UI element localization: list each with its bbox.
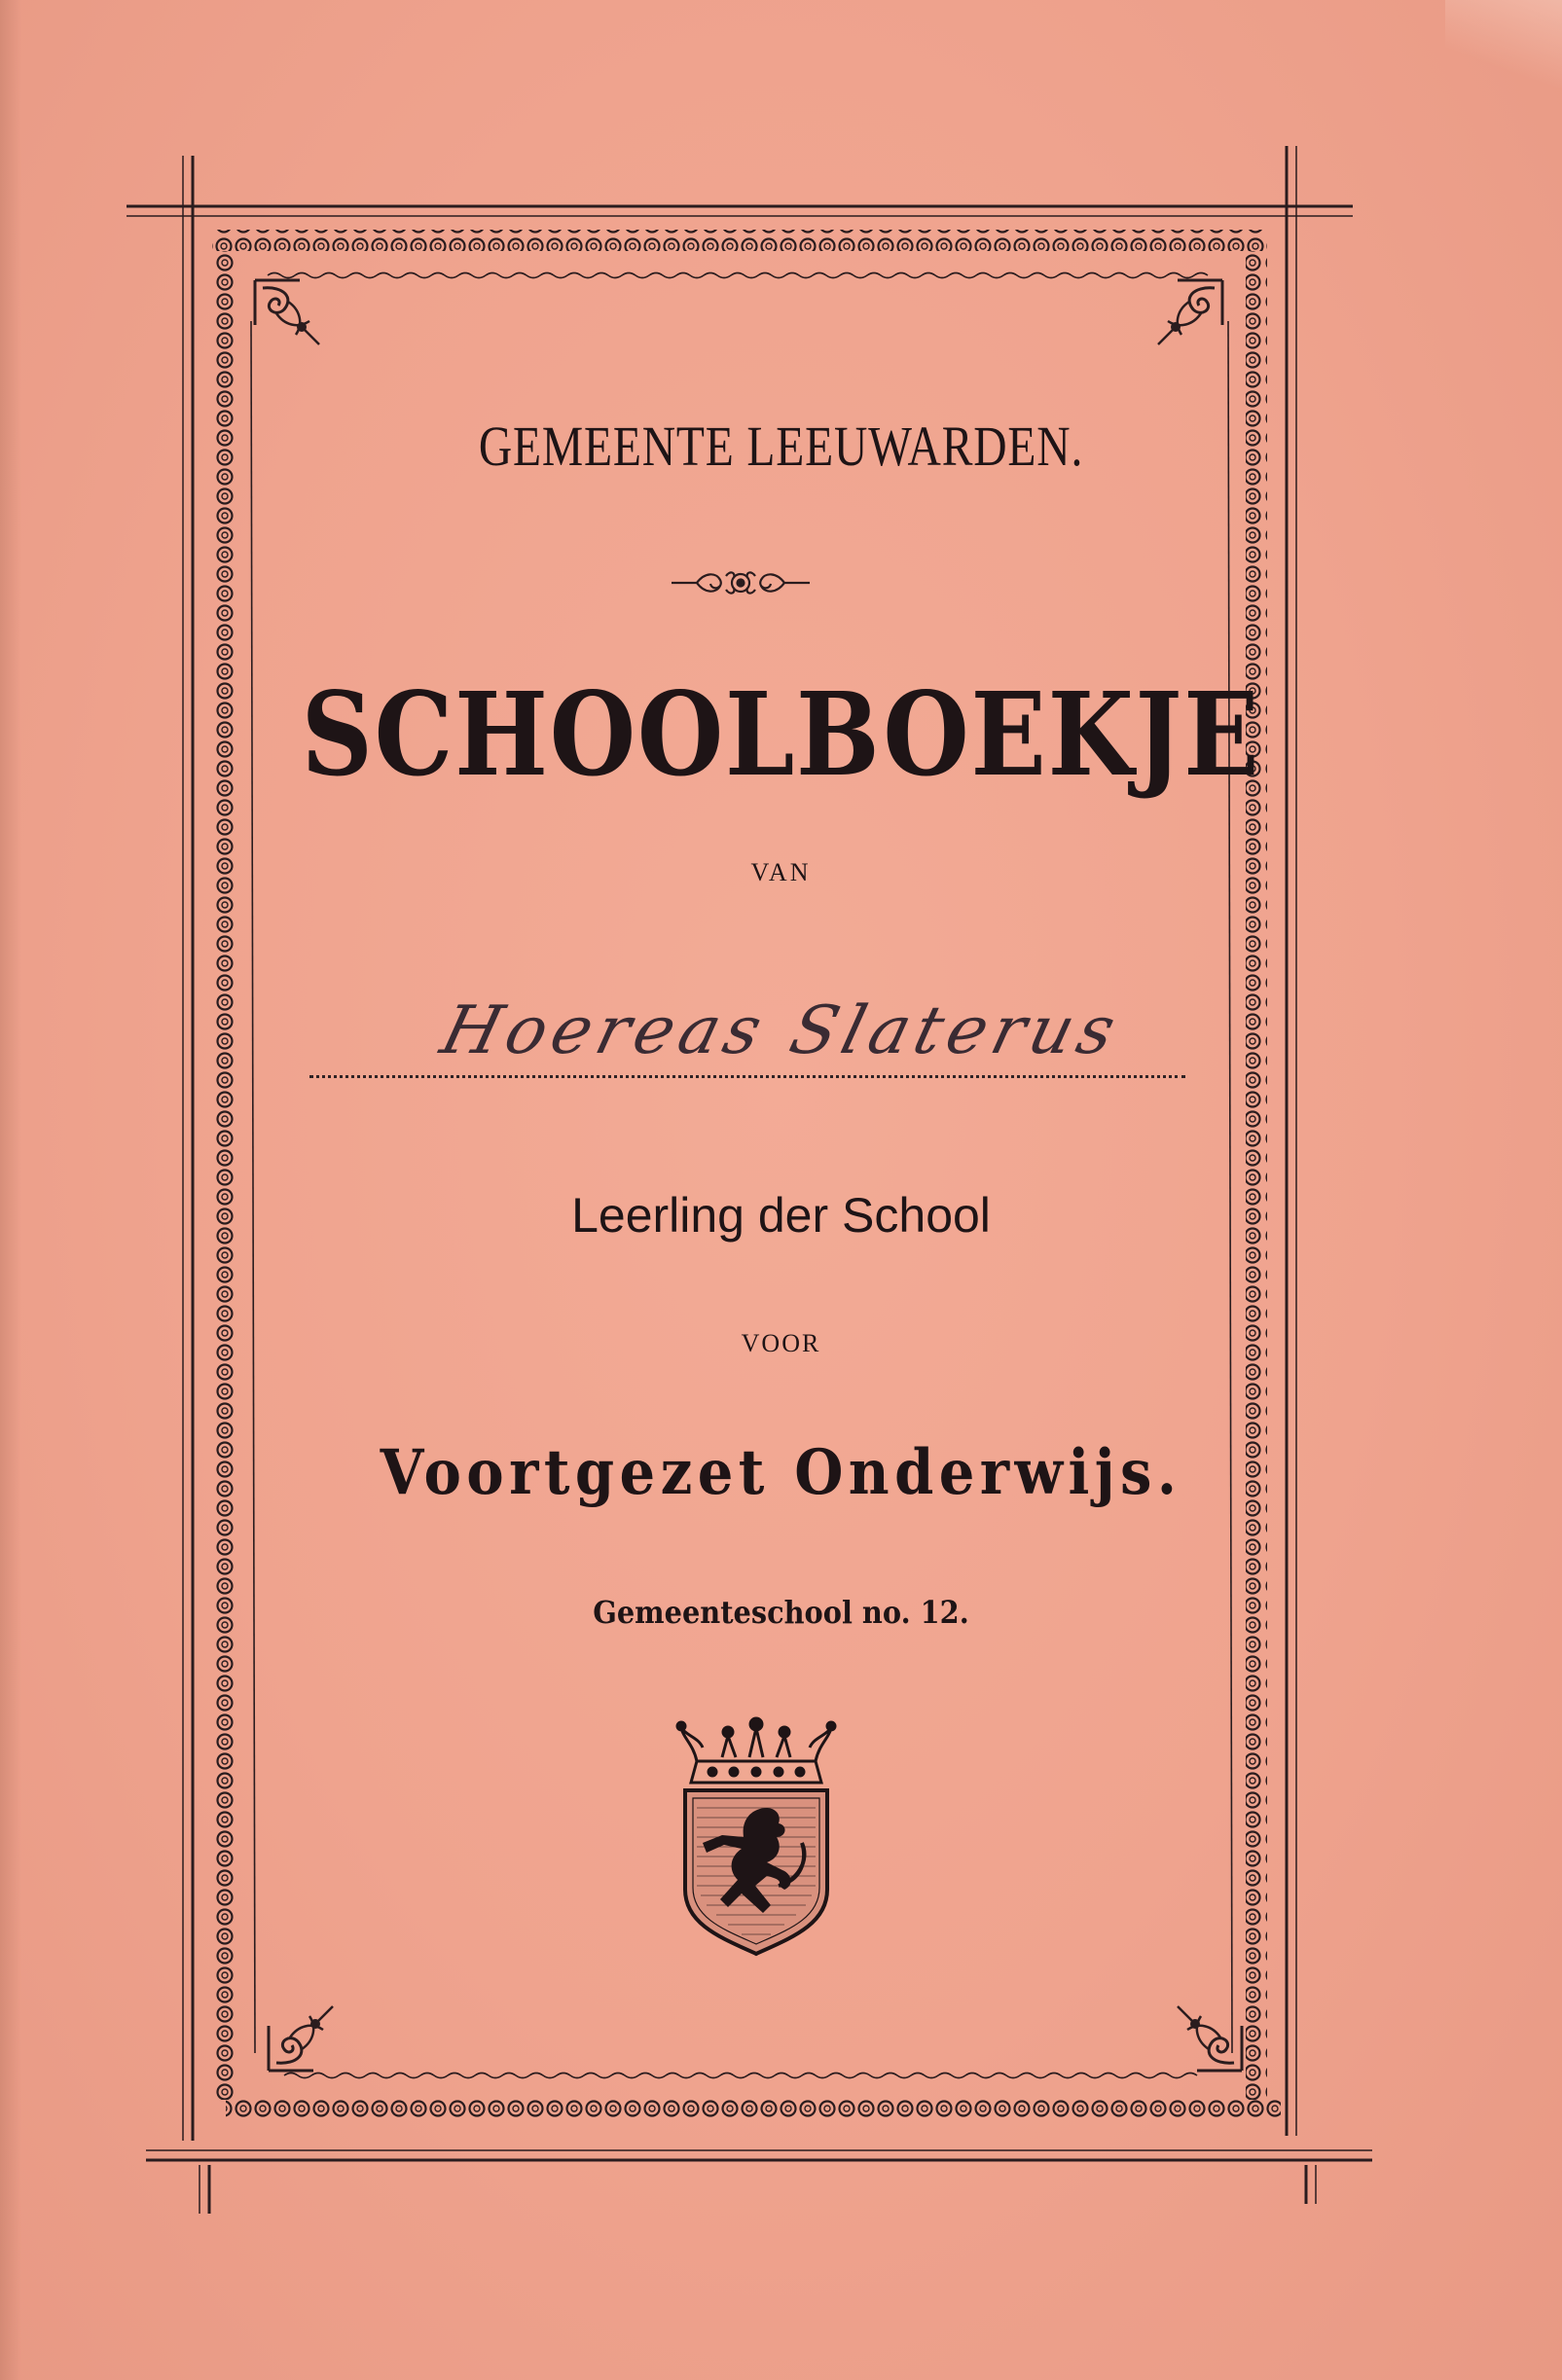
municipality-header: GEMEENTE LEEUWARDEN. (478, 415, 1084, 478)
school-number: Gemeenteschool no. 12. (593, 1594, 969, 1631)
van-label: VAN (750, 858, 812, 886)
document-title: SCHOOLBOEKJE (301, 667, 1261, 802)
bead-border-right (1246, 251, 1267, 2100)
coat-of-arms-icon (673, 1714, 839, 1958)
pupil-label: Leerling der School (571, 1188, 991, 1243)
bead-border-bottom (226, 2098, 1281, 2119)
bead-border-top (212, 230, 1267, 251)
student-name-handwritten: Hoereas Slaterus (433, 992, 1129, 1069)
education-label: Voortgezet Onderwijs. (380, 1436, 1182, 1509)
divider-flourish-icon (668, 566, 814, 599)
bead-border-left (212, 251, 234, 2100)
voor-label: VOOR (741, 1329, 821, 1357)
name-dotted-line (309, 1075, 1185, 1078)
